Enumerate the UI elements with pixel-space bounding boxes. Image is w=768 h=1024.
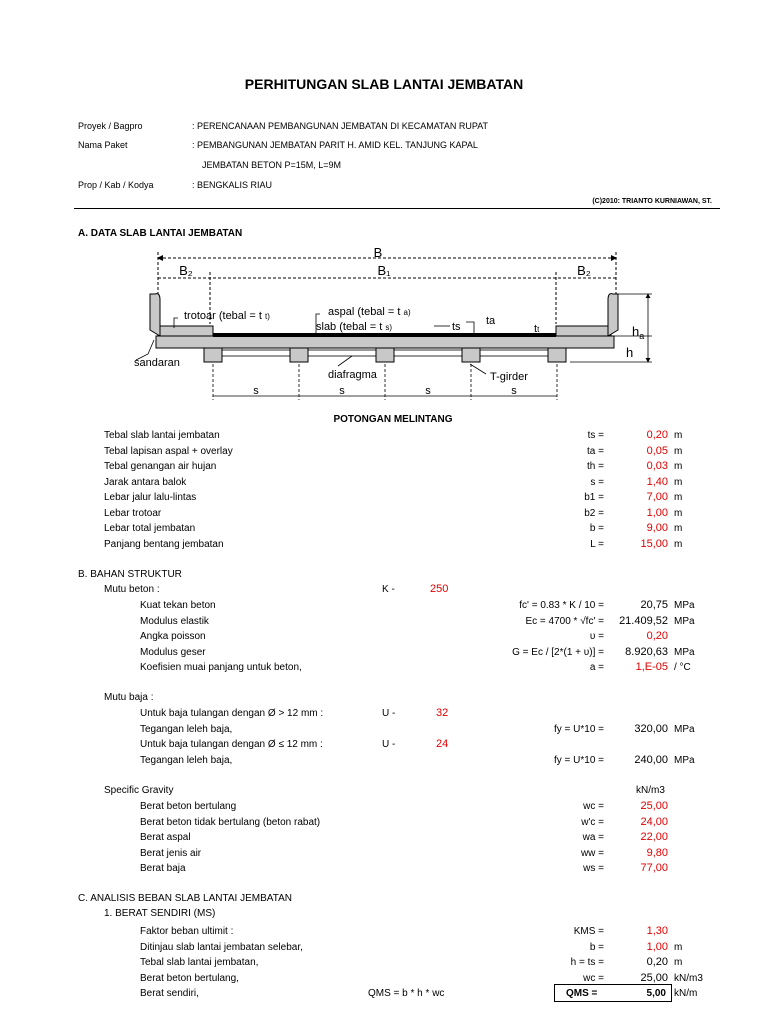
row-value: 0,05	[646, 444, 668, 457]
label-tgirder: T-girder	[490, 371, 528, 383]
label-s: s	[511, 385, 517, 397]
u-label: U -	[382, 708, 396, 719]
baja-label: Untuk baja tulangan dengan Ø ≤ 12 mm :	[140, 739, 323, 750]
package-value-2: JEMBATAN BETON P=15M, L=9M	[202, 160, 342, 170]
row-value: 1,00	[646, 506, 668, 519]
beton-value: 8.920,63	[625, 645, 668, 658]
beton-label: Modulus geser	[140, 646, 206, 658]
k-label: K -	[382, 584, 395, 595]
u-value: 24	[436, 738, 449, 750]
row-label: Lebar jalur lalu-lintas	[104, 492, 197, 503]
copyright: (C)2010: TRIANTO KURNIAWAN, ST.	[592, 198, 712, 205]
baja-value: 320,00	[634, 723, 668, 735]
label-s: s	[425, 385, 431, 397]
section-c-heading: C. ANALISIS BEBAN SLAB LANTAI JEMBATAN	[78, 893, 292, 904]
row-symbol: b2 =	[584, 507, 604, 519]
specific-gravity-heading: Specific Gravity	[104, 785, 174, 796]
label-s: s	[339, 385, 345, 397]
label-diafragma: diafragma	[328, 369, 377, 381]
label-ha: $h_a$	[632, 324, 645, 341]
final-sym: QMS =	[566, 988, 598, 999]
row-label: Tebal lapisan aspal + overlay	[104, 445, 233, 457]
label-h: h	[626, 345, 634, 360]
c-value: 1,00	[646, 940, 668, 953]
baja-unit: MPa	[674, 724, 695, 735]
row-value: 1,40	[646, 475, 668, 488]
c-value: 0,20	[646, 956, 668, 968]
u-label: U -	[382, 739, 396, 750]
section-a-heading: A. DATA SLAB LANTAI JEMBATAN	[78, 228, 243, 239]
sg-value: 77,00	[640, 862, 668, 874]
label-slab: slab (tebal = t s)	[316, 321, 393, 333]
baja-value: 240,00	[634, 754, 668, 766]
row-unit: m	[674, 476, 683, 488]
baja-formula: fy = U*10 =	[553, 724, 604, 735]
section-b-heading: B. BAHAN STRUKTUR	[78, 569, 182, 580]
label-aspal: aspal (tebal = t a)	[328, 306, 411, 318]
row-label: Panjang bentang jembatan	[104, 538, 224, 550]
beton-unit: / °C	[674, 662, 691, 673]
location-label: Prop / Kab / Kodya	[78, 180, 154, 190]
sg-label: Berat beton bertulang	[140, 801, 237, 812]
cross-section-diagram	[120, 244, 660, 404]
sg-label: Berat jenis air	[140, 847, 202, 859]
k-value: 250	[430, 583, 449, 595]
baja-label: Untuk baja tulangan dengan Ø > 12 mm :	[140, 708, 324, 719]
row-unit: m	[674, 430, 683, 441]
final-value: 5,00	[646, 988, 666, 999]
c-symbol: h = ts =	[570, 957, 604, 968]
beton-label: Kuat tekan beton	[140, 600, 216, 611]
beton-formula: Ec = 4700 * √fc' =	[525, 615, 604, 627]
sg-unit: kN/m3	[636, 785, 665, 796]
c-symbol: b =	[589, 941, 604, 953]
beton-unit: MPa	[674, 615, 695, 627]
label-tt: tt	[534, 323, 540, 335]
beton-unit: MPa	[674, 646, 695, 658]
diagram-caption: POTONGAN MELINTANG	[333, 414, 453, 425]
row-symbol: L =	[590, 538, 604, 550]
sg-label: Berat aspal	[140, 832, 191, 843]
c-unit: kN/m3	[674, 972, 703, 984]
c-label: Berat beton bertulang,	[140, 972, 239, 984]
row-label: Jarak antara balok	[104, 476, 187, 488]
u-value: 32	[436, 707, 449, 719]
sg-label: Berat baja	[140, 863, 186, 874]
row-unit: m	[674, 523, 683, 534]
beton-value: 1,E-05	[635, 661, 668, 673]
c-symbol: KMS =	[573, 926, 604, 937]
sg-symbol: wa =	[582, 832, 604, 843]
package-value: : PEMBANGUNAN JEMBATAN PARIT H. AMID KEL. TANJUNG KAPAL	[192, 140, 478, 150]
beton-label: Angka poisson	[140, 631, 206, 642]
baja-formula: fy = U*10 =	[553, 755, 604, 766]
c-value: 25,00	[640, 971, 668, 984]
row-symbol: b =	[589, 523, 604, 534]
row-value: 9,00	[646, 522, 668, 534]
beton-label: Koefisien muai panjang untuk beton,	[140, 662, 302, 673]
row-unit: m	[674, 492, 683, 503]
mutu-beton-label: Mutu beton :	[104, 584, 160, 595]
label-s: s	[253, 385, 259, 397]
sg-value: 9,80	[646, 846, 668, 859]
c-unit: m	[674, 941, 683, 953]
divider	[74, 208, 720, 209]
label-ta: ta	[486, 315, 496, 327]
row-symbol: ta =	[587, 445, 604, 457]
sg-symbol: ws =	[583, 863, 604, 874]
baja-label: Tegangan leleh baja,	[140, 755, 233, 766]
mutu-baja-label: Mutu baja :	[104, 692, 154, 703]
c-unit: m	[674, 957, 683, 968]
beton-formula: fc' = 0.83 * K / 10 =	[519, 600, 604, 611]
row-label: Tebal slab lantai jembatan	[104, 430, 220, 441]
beton-value: 20,75	[640, 599, 668, 611]
label-b2-right: B₂	[577, 263, 591, 278]
sg-value: 25,00	[640, 800, 668, 812]
row-symbol: b1 =	[584, 492, 604, 503]
beton-formula: a =	[589, 662, 604, 673]
sg-symbol: w'c =	[581, 816, 604, 828]
row-symbol: ts =	[587, 430, 604, 441]
c-label: Ditinjau slab lantai jembatan selebar,	[140, 941, 303, 953]
section-c-sub: 1. BERAT SENDIRI (MS)	[104, 908, 216, 919]
beton-formula: υ =	[589, 631, 604, 642]
c-value: 1,30	[646, 925, 668, 937]
sg-symbol: ww =	[580, 847, 604, 859]
location-value: : BENGKALIS RIAU	[192, 180, 273, 190]
beton-unit: MPa	[674, 600, 695, 611]
baja-unit: MPa	[674, 755, 695, 766]
page-title: PERHITUNGAN SLAB LANTAI JEMBATAN	[244, 76, 524, 92]
final-label: Berat sendiri,	[140, 988, 199, 999]
sg-label: Berat beton tidak bertulang (beton rabat)	[140, 816, 321, 828]
row-value: 0,20	[646, 429, 668, 441]
label-trotoar: trotoar (tebal = t t)	[184, 310, 270, 322]
row-unit: m	[674, 507, 683, 519]
row-unit: m	[674, 461, 683, 472]
package-label: Nama Paket	[78, 140, 128, 150]
sg-value: 22,00	[640, 831, 668, 843]
final-unit: kN/m	[674, 988, 698, 999]
c-label: Faktor beban ultimit :	[140, 926, 234, 937]
row-label: Lebar total jembatan	[104, 523, 196, 534]
c-symbol: wc =	[583, 972, 604, 984]
label-b1: B₁	[377, 263, 391, 278]
row-value: 15,00	[640, 537, 668, 550]
label-ts: ts	[452, 321, 461, 333]
sg-value: 24,00	[640, 815, 668, 828]
label-b: B	[373, 245, 383, 260]
beton-label: Modulus elastik	[140, 615, 209, 627]
baja-label: Tegangan leleh baja,	[140, 724, 233, 735]
sg-symbol: wc =	[583, 801, 604, 812]
beton-value: 0,20	[646, 630, 668, 642]
row-symbol: th =	[587, 461, 604, 472]
row-value: 0,03	[646, 460, 668, 472]
project-value: : PERENCANAAN PEMBANGUNAN JEMBATAN DI KECAMATAN RUPAT	[192, 121, 489, 131]
row-label: Tebal genangan air hujan	[104, 461, 217, 472]
c-label: Tebal slab lantai jembatan,	[140, 957, 259, 968]
beton-value: 21.409,52	[619, 614, 668, 627]
project-label: Proyek / Bagpro	[78, 121, 143, 131]
final-formula: QMS = b * h * wc	[368, 988, 445, 999]
label-sandaran: sandaran	[134, 357, 180, 369]
row-label: Lebar trotoar	[104, 507, 162, 519]
row-unit: m	[674, 538, 683, 550]
row-value: 7,00	[646, 491, 668, 503]
row-symbol: s =	[590, 476, 604, 488]
row-unit: m	[674, 445, 683, 457]
label-b2-left: B₂	[179, 263, 193, 278]
beton-formula: G = Ec / [2*(1 + υ)] =	[512, 646, 604, 658]
